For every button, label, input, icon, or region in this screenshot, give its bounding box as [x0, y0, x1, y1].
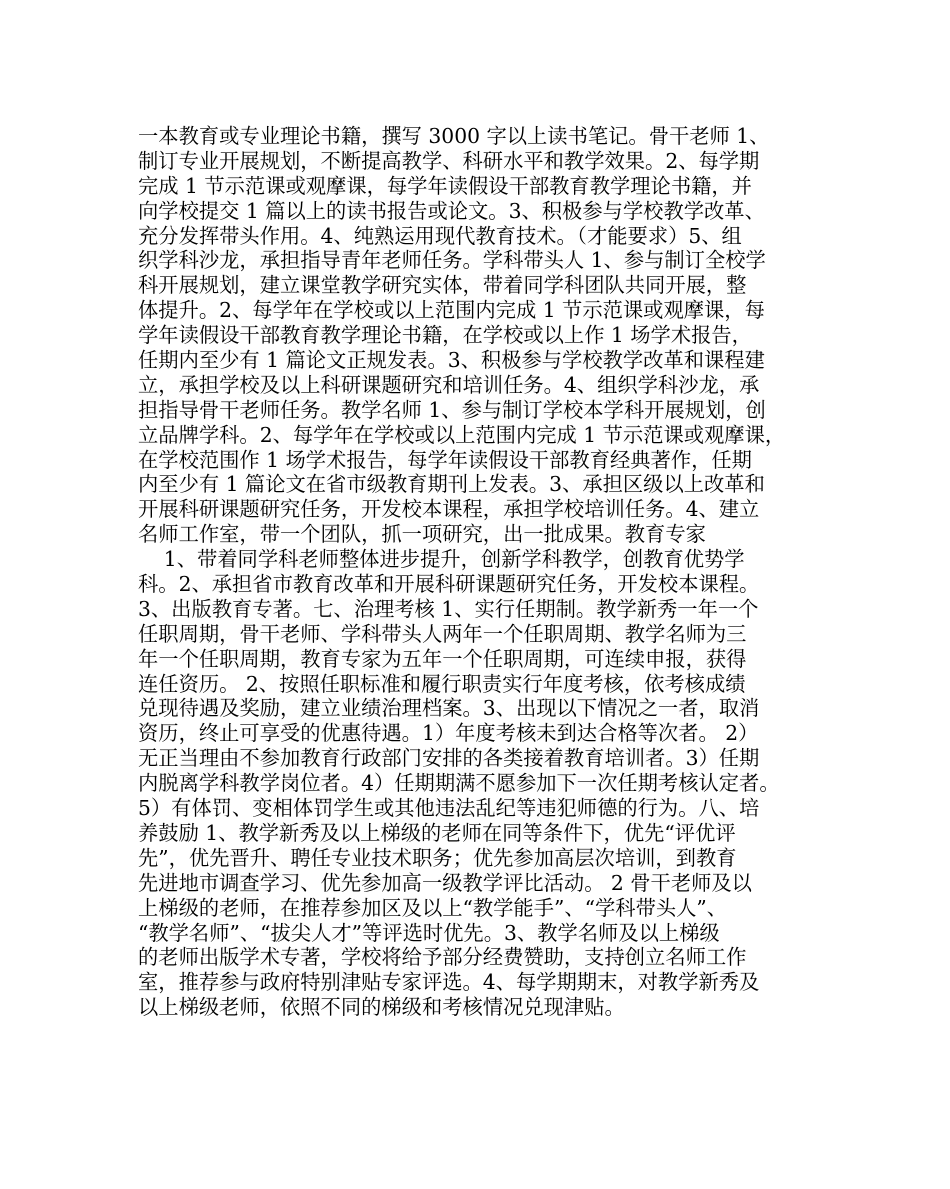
text-line: 内至少有 1 篇论文在省市级教育期刊上发表。3、承担区级以上改革和 [138, 472, 765, 497]
text-line: 连任资历。 2、按照任职标准和履行职责实行年度考核，依考核成绩 [138, 671, 746, 696]
text-line: 1、带着同学科老师整体进步提升，创新学科教学，创教育优势学 [138, 547, 745, 572]
text-line: 室，推荐参与政府特别津贴专家评选。4、每学期期末，对教学新秀及 [138, 970, 760, 995]
text-line: 资历，终止可享受的优惠待遇。1）年度考核未到达合格等次者。 2） [138, 721, 759, 746]
text-line: 一本教育或专业理论书籍，撰写 3000 字以上读书笔记。骨干老师 1、 [138, 124, 770, 148]
text-line: 充分发挥带头作用。4、纯熟运用现代教育技术。（才能要求）5、组 [138, 223, 742, 248]
text-line: 内脱离学科教学岗位者。4）任期期满不愿参加下一次任期考核认定者。 [138, 771, 780, 796]
text-line: “教学名师”、“拔尖人才”等评选时优先。3、教学名师及以上梯级 [138, 920, 720, 945]
text-line: 制订专业开展规划，不断提高教学、科研水平和教学效果。2、每学期 [138, 148, 760, 173]
text-line: 担指导骨干老师任务。教学名师 1、参与制订学校本学科开展规划，创 [138, 397, 766, 422]
text-line: 以上梯级老师，依照不同的梯级和考核情况兑现津贴。 [138, 995, 625, 1020]
document-body [138, 124, 820, 1020]
text-line: 科开展规划，建立课堂教学研究实体，带着同学科团队共同开展，整 [138, 273, 747, 298]
text-line: 任期内至少有 1 篇论文正规发表。3、积极参与学校教学改革和课程建 [138, 348, 765, 373]
text-line: 立，承担学校及以上科研课题研究和培训任务。4、组织学科沙龙，承 [138, 372, 760, 397]
text-line: 向学校提交 1 篇以上的读书报告或论文。3、积极参与学校教学改革、 [138, 198, 765, 223]
text-line: 科。2、承担省市教育改革和开展科研课题研究任务，开发校本课程。 [138, 572, 760, 597]
text-line: 任职周期，骨干老师、学科带头人两年一个任职周期、教学名师为三 [138, 621, 747, 646]
text-line: 无正当理由不参加教育行政部门安排的各类接着教育培训者。3）任期 [138, 746, 760, 771]
text-line: 年一个任职周期，教育专家为五年一个任职周期，可连续申报，获得 [138, 646, 747, 671]
text-line: 立品牌学科。2、每学年在学校或以上范围内完成 1 节示范课或观摩课， [138, 422, 786, 447]
text-line: 的老师出版学术专著，学校将给予部分经费赞助，支持创立名师工作 [138, 945, 747, 970]
text-line: 先”，优先晋升、聘任专业技术职务；优先参加高层次培训，到教育 [138, 845, 737, 870]
text-line: 兑现待遇及奖励，建立业绩治理档案。3、出现以下情况之一者，取消 [138, 696, 760, 721]
text-line: 养鼓励 1、教学新秀及以上梯级的老师在同等条件下，优先“评优评 [138, 820, 736, 845]
text-line: 学年读假设干部教育教学理论书籍，在学校或以上作 1 场学术报告， [138, 323, 752, 348]
text-line: 织学科沙龙，承担指导青年老师任务。学科带头人 1、参与制订全校学 [138, 248, 766, 273]
text-line: 5）有体罚、变相体罚学生或其他违法乱纪等违犯师德的行为。八、培 [138, 796, 760, 821]
text-line: 开展科研课题研究任务，开发校本课程，承担学校培训任务。4、建立 [138, 497, 760, 522]
text-line: 体提升。2、每学年在学校或以上范围内完成 1 节示范课或观摩课，每 [138, 298, 765, 323]
text-line: 在学校范围作 1 场学术报告，每学年读假设干部教育经典著作，任期 [138, 447, 752, 472]
text-line: 3、出版教育专著。七、治理考核 1、实行任期制。教学新秀一年一个 [138, 596, 759, 621]
text-line: 完成 1 节示范课或观摩课，每学年读假设干部教育教学理论书籍，并 [138, 173, 752, 198]
text-line: 先进地市调查学习、优先参加高一级教学评比活动。 2 骨干老师及以 [138, 870, 752, 895]
text-line: 名师工作室，带一个团队，抓一项研究，出一批成果。教育专家 [138, 522, 706, 547]
text-line: 上梯级的老师，在推荐参加区及以上“教学能手”、“学科带头人”、 [138, 895, 728, 920]
